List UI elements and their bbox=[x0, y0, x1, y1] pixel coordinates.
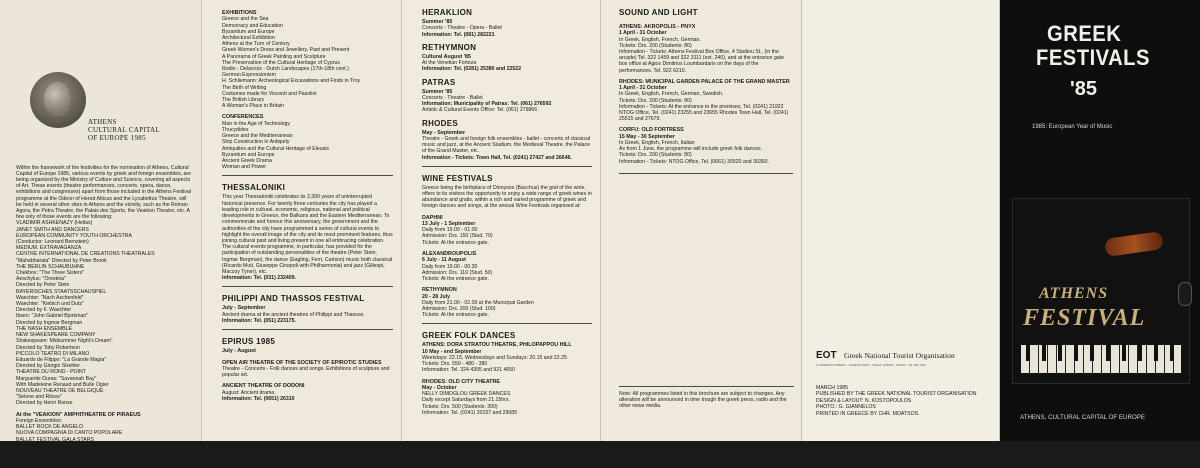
exhibition-item: Greece and the Sea bbox=[222, 16, 269, 23]
rethymnon-heading: RETHYMNON bbox=[422, 42, 477, 52]
pnyx-info: Information - Tickets: Athens Festival Box Office, 4 Stadiou St., (in the arcade) Tel. 322 1459 and 322 3111 (ext. 240), and at the entrance gate box office at Agios Dimitrios Loumbardaris on the days of the performances. Tel. 922 6210. bbox=[619, 49, 784, 74]
event-item: Directed by Giorgio Strehler bbox=[16, 363, 81, 370]
exhibitions-list bbox=[222, 16, 393, 109]
detail-line: Daily except Saturdays from 21.15hrs. bbox=[422, 397, 510, 404]
epirus-info: Information: Tel. (0651) 26310 bbox=[222, 395, 295, 402]
rethymnon-info: Information: Tel. (0281) 25380 and 22522 bbox=[422, 66, 522, 73]
credit-line: DESIGN & LAYOUT: N. KOSTOPOULOS bbox=[816, 397, 912, 404]
piraeus-item: MUSICAL - ACROBATIC CHINESE THEATRE bbox=[16, 448, 123, 455]
pnyx-details bbox=[619, 30, 793, 49]
exhibitions-heading: EXHIBITIONS bbox=[222, 10, 257, 16]
thessaloniki-heading: THESSALONIKI bbox=[222, 183, 286, 193]
event-list bbox=[16, 220, 193, 406]
conference-item: Byzantium and Europe bbox=[222, 151, 275, 158]
poster-word-festival: FESTIVAL bbox=[1023, 305, 1146, 331]
philippi-when: July - September bbox=[222, 305, 266, 312]
note-text: Note: All programmes listed in this brochure are subject to changes. Any alteration will be announced in time trough the greek press, radio and the other news media. bbox=[619, 391, 787, 410]
patras-info-2: Artistic & Cultural Events Office: Tel. (061) 279866 bbox=[422, 107, 538, 114]
exhibition-item: Democracy and Education bbox=[222, 22, 283, 29]
exhibition-item: German Expressionism bbox=[222, 72, 276, 79]
divider bbox=[422, 166, 592, 167]
event-item: THEATRE DU ROND - POINT bbox=[16, 369, 86, 376]
epirus-when: July - August bbox=[222, 348, 256, 355]
event-item: JANET SMITH AND DANCERS bbox=[16, 226, 89, 233]
exhibition-item: A Woman's Place in Britain bbox=[222, 103, 285, 110]
piano-keys-icon bbox=[1021, 345, 1181, 373]
detail-line: In Greek, English, French, German. bbox=[619, 36, 701, 43]
piraeus-item: Foreign Ensembles: bbox=[16, 417, 63, 424]
detail-line: Daily from 21.00 - 02.00 at the Municipal Garden bbox=[422, 299, 534, 306]
credits bbox=[816, 385, 977, 417]
event-item: (Conductor: Leonard Bernstein) bbox=[16, 239, 89, 246]
philippi-text: Ancient drama at the ancient theatres of Philippi and Thassos. bbox=[222, 311, 365, 318]
piraeus-item: TROPICANA REVUE OF CUBA bbox=[16, 455, 90, 462]
panel-exhibitions bbox=[202, 0, 402, 441]
piraeus-item: NUOVA COMPAGNIA DI CANTO POPOLARE bbox=[16, 430, 123, 437]
daphni-heading: DAPHNI bbox=[422, 214, 443, 221]
old-city-heading: RHODES: OLD CITY THEATRE bbox=[422, 378, 500, 385]
detail-line: 10 May - end September bbox=[422, 348, 482, 355]
detail-line: Admission: Drs. 110 (Stud. 50) bbox=[422, 269, 493, 276]
heraklion-text: Concerts - Theatre - Opera - Ballet bbox=[422, 25, 502, 32]
philippi-info: Information: Tel. (051) 223175. bbox=[222, 317, 296, 324]
epirus-sub2: ANCIENT THEATRE OF DODONI bbox=[222, 383, 305, 390]
event-item: Directed by F. Waechter bbox=[16, 307, 72, 314]
violin-icon bbox=[1104, 231, 1164, 257]
detail-line: Tickets: At the entrance gate. bbox=[422, 275, 489, 282]
conferences-heading: CONFERENCES bbox=[222, 114, 264, 121]
exhibition-item: The Preservation of the Cultural Heritage of Cyprus bbox=[222, 59, 340, 66]
detail-line: Tickets: Drs. 200 (Students: 80) bbox=[619, 97, 692, 104]
event-item: Waechter: "Kiebich und Dutz" bbox=[16, 301, 84, 308]
detail-line: Daily from 19.00 - 00.30 bbox=[422, 263, 478, 270]
detail-line: Tickets: Drs. 200 (Students: 80) bbox=[619, 42, 692, 49]
piraeus-item: BALLET ROCK DE ANGELO bbox=[16, 424, 84, 431]
rethymnon-wine-details bbox=[422, 294, 592, 319]
panel-regional-festivals bbox=[402, 0, 601, 441]
event-item: Directed by Ingmar Bergman bbox=[16, 319, 83, 326]
rhodes-sl-heading: RHODES: MUNICIPAL GARDEN PALACE OF THE GRAND MASTER bbox=[619, 78, 790, 85]
credit-line: MARCH 1985 bbox=[816, 385, 849, 391]
event-item: Directed by Peter Stein bbox=[16, 282, 70, 289]
exhibition-item: Costumes made for Visconti and Pasolini bbox=[222, 90, 317, 97]
event-item: EUROPEAN COMMUNITY YOUTH ORCHESTRA bbox=[16, 232, 132, 239]
detail-line: In Greek, English, French, German, Swedish. bbox=[619, 91, 724, 98]
detail-line: Information: Tel. (0241) 20157 and 29085 bbox=[422, 409, 518, 416]
patras-when: Summer '85 bbox=[422, 88, 453, 95]
rhodes-text: Theatre - Greek and foreign folk ensembles - ballet - concerts of classical music and jazz, at the Ancient Stadium, the Medieval Theatre, the Palace of the Grand Master, etc. bbox=[422, 136, 591, 155]
credit-line: PUBLISHED BY THE GREEK NATIONAL TOURIST ORGANISATION bbox=[816, 391, 977, 398]
eot-name: Greek National Tourist Organisation bbox=[844, 351, 955, 360]
epirus-sub1-text: Theatre - Concerts - Folk dances and songs. Exhibitions of sculpture and popular art. bbox=[222, 365, 390, 379]
event-item: NEW SHAKESPEARE COMPANY bbox=[16, 332, 96, 339]
panel-publisher bbox=[802, 0, 1000, 441]
event-item: NOUVEAU THEATRE DE BELGIQUE bbox=[16, 387, 104, 394]
event-item: With Madeleine Renaud and Bulle Ogier bbox=[16, 381, 109, 388]
detail-line: 6 July - 11 August bbox=[422, 257, 466, 264]
divider bbox=[222, 286, 393, 287]
corfu-info: Information - Tickets: NTOG Office, Tel. (0661) 30520 and 30360. bbox=[619, 158, 769, 165]
corfu-heading: CORFU: OLD FORTRESS bbox=[619, 127, 684, 134]
rethymnon-text: At the Venetian Forteza bbox=[422, 60, 477, 67]
event-item: Aeschylus: "Oresteia" bbox=[16, 276, 66, 283]
exhibition-item: Rodin - Delacroix - Dutch Landscapes (17th-18th cent.) bbox=[222, 66, 349, 73]
wine-heading: WINE FESTIVALS bbox=[422, 173, 493, 183]
sound-light-heading: SOUND AND LIGHT bbox=[619, 8, 698, 17]
folk-dances-heading: GREEK FOLK DANCES bbox=[422, 331, 516, 341]
poster-word-athens: ATHENS bbox=[1039, 285, 1109, 302]
divider bbox=[222, 175, 393, 176]
detail-line: NELLY DIMOGLOU GREEK DANCES bbox=[422, 391, 511, 398]
rhodes-heading: RHODES bbox=[422, 118, 459, 128]
event-item: BAYERISCHES STAATSSCHAUSPIEL bbox=[16, 288, 107, 295]
event-item: Chekhov: "The Three Sisters" bbox=[16, 270, 85, 277]
divider bbox=[222, 329, 393, 330]
detail-line: 15 May - 30 September bbox=[619, 133, 675, 140]
rhodes-sl-details bbox=[619, 85, 793, 104]
event-item: THE NASH ENSEMBLE bbox=[16, 325, 72, 332]
credit-line: PHOTO.: G. GIANNELOS bbox=[816, 404, 876, 411]
event-item: Marguerite Duras: "Savannah Bay" bbox=[16, 375, 97, 382]
event-item: Eduardo de Filippo: "La Grande Magia" bbox=[16, 356, 107, 363]
exhibition-item: A Panorama of Greek Painting and Sculpture bbox=[222, 53, 326, 60]
event-item: "Mahabharata" Directed by Peter Brook bbox=[16, 257, 107, 264]
old-city-details bbox=[422, 385, 592, 416]
detail-line: As from 1 June, the programme will include greek folk dances. bbox=[619, 146, 763, 153]
epirus-sub2-text: August: Ancient drama. bbox=[222, 389, 276, 396]
event-item: MEDIUM. EXTRAVAGANZA bbox=[16, 245, 82, 252]
event-item: Shakespeare: Midsummer Night's Dream" bbox=[16, 338, 113, 345]
cover-subtitle: 1985: European Year of Music bbox=[1032, 124, 1113, 130]
event-item: PICCOLO TEATRO DI MILANO bbox=[16, 350, 90, 357]
alexandroupolis-heading: ALEXANDROUPOLIS bbox=[422, 250, 477, 257]
detail-line: Tickets: Drs. 500 (Students: 300) bbox=[422, 403, 498, 410]
event-item: THE BERLIN SCHAUBUHNE bbox=[16, 263, 85, 270]
detail-line: 13 July - 1 September bbox=[422, 221, 476, 228]
alexandroupolis-details bbox=[422, 257, 592, 282]
dora-stratou-details bbox=[422, 349, 592, 374]
wine-text: Greece being the birthplace of Dionysos (Bacchus) the god of the wine, offers to its visitors the opportunity to enjoy a wide range of greek wines in abundance and gratis, within a rich and varied programme of greek and foreign dances and songs, at the annual Wine Festivals organised at: bbox=[422, 184, 592, 210]
pnyx-heading: ATHENS: AKROPOLIS - PNYX bbox=[619, 24, 696, 30]
patras-info: Information: Municipality of Patras: Tel. (061) 276592 bbox=[422, 101, 552, 108]
patras-heading: PATRAS bbox=[422, 77, 456, 87]
cover-title: GREEK FESTIVALS bbox=[1036, 21, 1150, 70]
conference-item: Thucydides bbox=[222, 127, 249, 134]
exhibition-item: Architectural Exhibition bbox=[222, 35, 275, 42]
exhibition-item: The British Library bbox=[222, 97, 265, 104]
event-item: Directed by Toby Robertson bbox=[16, 344, 80, 351]
detail-line: 1 April - 31 October bbox=[619, 85, 667, 92]
exhibition-item: Athens at the Turn of Century bbox=[222, 41, 290, 48]
cover-year: '85 bbox=[1070, 78, 1098, 100]
ancient-coin-image bbox=[30, 72, 86, 128]
event-item: CENTRE INTERNATIONAL DE CREATIONS THEATRALES bbox=[16, 251, 155, 258]
epirus-heading: EPIRUS 1985 bbox=[222, 337, 276, 347]
event-item: Waechter: "Nach Aschenfeld" bbox=[16, 294, 84, 301]
heraklion-when: Summer '85 bbox=[422, 19, 453, 25]
conference-item: Greece and the Mediterranean bbox=[222, 133, 293, 140]
dora-stratou-heading: ATHENS: DORA STRATOU THEATRE, PHILOPAPPOU HILL bbox=[422, 342, 572, 349]
event-item: Ibsen: "John Gabriel Bjorkman" bbox=[16, 313, 89, 320]
exhibition-item: Byzantium and Europe bbox=[222, 28, 275, 35]
intro-text: Within the framework of the festivities for the nomination of Athens, Cultural Capital of Europe 1985, various events by greek and foreign ensembles, are being organized by the Ministry of Culture and Science, covering all aspects of Art. These events (theatre performances, concerts, opera, dance, exhibitions and congresses) apart from those included in the Athens Festival programme at the Odeon of Herod Atticus and the Lycabettus Theatre, will be held in several other sites in Athens and the vicinity, such as the Roman Agora, the Petra Theatre, the Palais des Sports, the Veakion Theatre, etc. A few only of those events are the following: bbox=[16, 164, 192, 221]
conference-item: Man in the Age of Technology bbox=[222, 120, 290, 127]
panel-cover bbox=[1000, 0, 1200, 441]
piraeus-list bbox=[16, 418, 193, 468]
piraeus-item: ROCK OPERA OF MOSCOW bbox=[16, 461, 85, 468]
piraeus-item: BALLET FESTIVAL GALA STARS bbox=[16, 436, 94, 443]
detail-line: In Greek, English, French, Italian bbox=[619, 140, 695, 147]
event-item: Directed by Henri Ronse bbox=[16, 400, 73, 407]
thessaloniki-info: Information: Tel. (031) 232409. bbox=[222, 275, 296, 282]
detail-line: Daily from 19.00 - 01.00 bbox=[422, 227, 478, 234]
divider bbox=[422, 323, 592, 324]
patras-text: Concerts - Theatre - Ballet bbox=[422, 95, 483, 102]
rethymnon-wine-heading: RETHYMNON bbox=[422, 287, 457, 294]
corfu-details bbox=[619, 134, 793, 159]
divider bbox=[619, 173, 793, 174]
note-box bbox=[619, 386, 794, 410]
event-item: "Selene and Ritsos" bbox=[16, 394, 62, 401]
piraeus-heading: At the "VEAKION" AMPHITHEATRE OF PIRAEUS bbox=[16, 411, 141, 418]
detail-line: May - October bbox=[422, 384, 457, 391]
conference-item: Ancient Greek Drama bbox=[222, 158, 272, 165]
rhodes-info: Information - Tickets: Town Hall, Tel. (0241) 27427 and 26646. bbox=[422, 154, 572, 161]
daphni-details bbox=[422, 221, 592, 246]
rethymnon-when: Cultural August '85 bbox=[422, 53, 472, 60]
athens-capital-caption: ATHENS CULTURAL CAPITAL OF EUROPE 1985 bbox=[88, 118, 160, 143]
eot-logo: EOT bbox=[816, 350, 837, 361]
heraklion-heading: HERAKLION bbox=[422, 8, 473, 17]
detail-line: Admission: Drs. 150 (Stud. 70) bbox=[422, 233, 493, 240]
panel-athens-capital bbox=[0, 0, 202, 468]
festival-poster-image bbox=[1012, 198, 1190, 384]
detail-line: Tickets: At the entrance gate. bbox=[422, 239, 489, 246]
philippi-heading: PHILIPPI AND THASSOS FESTIVAL bbox=[222, 294, 365, 304]
rhodes-sl-info: Information - Tickets: At the entrance to the premises, Tel. (0241) 21922 NTOG Office, Tel. (0241) 23255 and 23655 Rhodes Town Hall, Tel. (0241) 25515 and 27679. bbox=[619, 103, 789, 123]
detail-line: Tickets: At the entrance gate. bbox=[422, 312, 489, 319]
heraklion-info: Information: Tel. (081) 282221 bbox=[422, 31, 495, 38]
punch-hole bbox=[1178, 282, 1192, 306]
panel-sound-and-light bbox=[601, 0, 802, 441]
detail-line: 1 April - 31 October bbox=[619, 30, 667, 37]
thessaloniki-text: This year Thessaloniki celebrates its 2,300 years of uninterrupted historical presence. For twenty three centuries the city has played a leading role in cultural, economic, religious, national and political developments in Greece, the Balkans and the Eastern Mediterranean. To commemorate and honour this anniversary, the government and the authorities of the city have programmed a series of cultural events to highlight the overall image of the city and its most prominent features, thus joining cultural past and living present in one all embracing celebration. The cultural events programme, in particular, has provided for the participation of outstanding personalities of the theatre (Peter Stein, Ingmar Bergman), the dance (Eagling, Ferri, Carlson) music both classical (Ricardo Muti, Giuseppe Cinopoli with Philharmonia) and jazz (Gillespi, Maccoy Tyner), etc. bbox=[222, 194, 393, 275]
detail-line: 20 - 28 July bbox=[422, 293, 450, 300]
conference-item: Antiquities and the Cultural Heritage of Eleusis bbox=[222, 145, 329, 152]
conference-item: Woman and Power bbox=[222, 164, 267, 171]
eot-address: 2, AMERIKIS STREET - ATHENS 10110 - TELEX: 215832 - 219711 - Tel. 322 3111 bbox=[816, 363, 926, 367]
detail-line: Weekdays: 22.15, Wednesdays and Sundays: 20.15 and 22.25 bbox=[422, 354, 567, 361]
rhodes-when: May - September bbox=[422, 129, 466, 136]
detail-line: Information: Tel. 324 4395 and 921 4650 bbox=[422, 367, 516, 374]
piraeus-item: MATSUYAMA BALLET OF TOKYO bbox=[16, 442, 97, 449]
credit-line: PRINTED IN GREECE BY CHR. MOATSOS. bbox=[816, 410, 920, 417]
detail-line: Admission: Drs. 200 (Stud. 100) bbox=[422, 305, 496, 312]
exhibition-item: H. Schliemann: Archeological Excavations and Finds in Troy bbox=[222, 78, 361, 85]
conferences-list bbox=[222, 121, 393, 171]
event-item: VLADIMIR ASHKENAZY (Hellas) bbox=[16, 220, 93, 227]
detail-line: Tickets: Drs. 200 (Students: 80) bbox=[619, 152, 692, 159]
conference-item: Ship Construction in Antiquity bbox=[222, 139, 290, 146]
exhibition-item: Greek Women's Dress and Jewellery, Past and Present bbox=[222, 47, 350, 54]
epirus-sub1: OPEN AIR THEATRE OF THE SOCIETY OF EPIROTIC STUDIES bbox=[222, 359, 382, 366]
exhibition-item: The Birth of Writing bbox=[222, 84, 267, 91]
cover-footer: ATHENS, CULTURAL CAPITAL OF EUROPE bbox=[1020, 414, 1146, 421]
detail-line: Tickets: Drs. 550 - 480 - 380 bbox=[422, 361, 488, 368]
